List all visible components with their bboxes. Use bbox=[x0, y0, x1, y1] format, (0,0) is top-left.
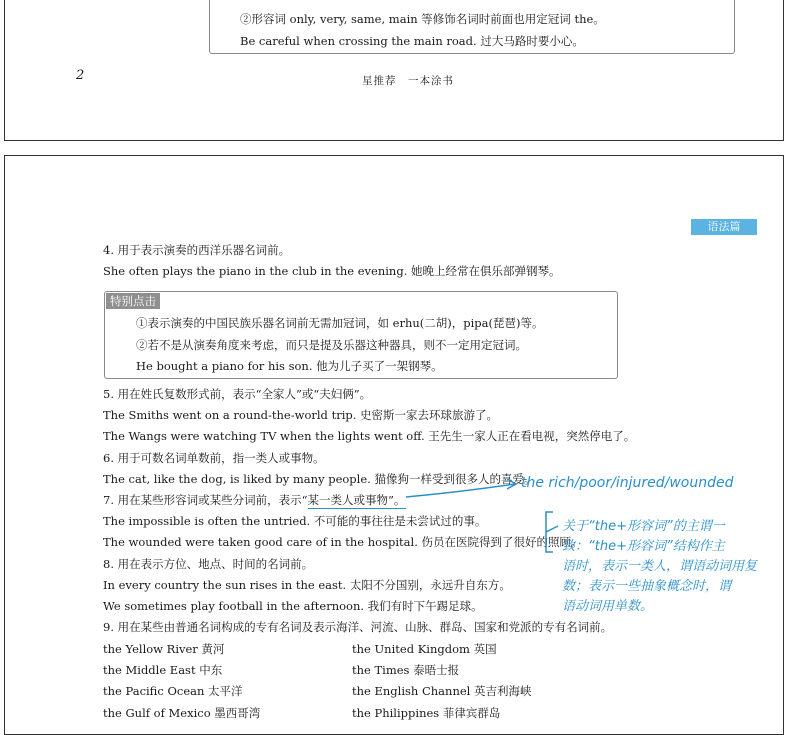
top-example: Be careful when crossing the main road. 过大马路时要小心。 bbox=[240, 34, 584, 48]
item-6-title: 6. 用于可数名词单数前，指一类人或事物。 bbox=[103, 451, 325, 465]
proper-noun: the Yellow River 黄河 bbox=[103, 642, 225, 656]
page-number: 2 bbox=[76, 68, 85, 83]
proper-noun: the Gulf of Mexico 墨西哥湾 bbox=[103, 706, 261, 720]
item-7-example-1: The impossible is often the untried. 不可能的事往往是未尝试过的事。 bbox=[103, 514, 487, 528]
item-8-example-2: We sometimes play football in the afternoon. 我们有时下午踢足球。 bbox=[103, 599, 483, 613]
handwritten-side-note: 致：“the+形容词”结构作主 bbox=[562, 539, 725, 554]
handwritten-side-note: 语时，表示一类人，谓语动词用复 bbox=[562, 559, 758, 574]
special-note-1: ①表示演奏的中国民族乐器名词前无需加冠词，如 erhu(二胡)，pipa(琵琶)等。 bbox=[136, 316, 544, 330]
section-tag: 语法篇 bbox=[691, 219, 757, 235]
item-5-title: 5. 用在姓氏复数形式前，表示“全家人”或“夫妇俩”。 bbox=[103, 387, 372, 401]
proper-noun: the Times 泰晤士报 bbox=[352, 663, 460, 677]
item-9-title: 9. 用在某些由普通名词构成的专有名词及表示海洋、河流、山脉、群岛、国家和党派的专有名词前。 bbox=[103, 620, 613, 634]
proper-noun: the Pacific Ocean 太平洋 bbox=[103, 684, 243, 698]
item-8-example-1: In every country the sun rises in the east. 太阳不分国别，永远升自东方。 bbox=[103, 578, 511, 592]
handwritten-arrow-note: the rich/poor/injured/wounded bbox=[521, 475, 734, 491]
item-5-example-2: The Wangs were watching TV when the lights went off. 王先生一家人正在看电视，突然停电了。 bbox=[103, 429, 636, 443]
item-5-example-1: The Smiths went on a round-the-world trip. 史密斯一家去环球旅游了。 bbox=[103, 408, 499, 422]
special-note-title: 特别点击 bbox=[106, 293, 160, 309]
proper-noun: the Middle East 中东 bbox=[103, 663, 223, 677]
proper-noun: the English Channel 英吉利海峡 bbox=[352, 684, 532, 698]
handwritten-side-note: 数；表示一些抽象概念时，谓 bbox=[562, 579, 732, 594]
page-footer: 星推荐 一本涂书 bbox=[362, 75, 454, 87]
item-7-title: 7. 用在某些形容词或某些分词前，表示“某一类人或事物”。 bbox=[103, 493, 406, 507]
proper-noun: the Philippines 菲律宾群岛 bbox=[352, 706, 501, 720]
item-8-title: 8. 用在表示方位、地点、时间的名词前。 bbox=[103, 557, 314, 571]
arrow-to-note bbox=[406, 484, 515, 497]
item-4-title: 4. 用于表示演奏的西洋乐器名词前。 bbox=[103, 243, 291, 257]
handwritten-side-note: 关于“the+形容词”的主谓一 bbox=[562, 519, 725, 534]
handwritten-side-note: 语动词用单数。 bbox=[562, 599, 654, 614]
special-note-example: He bought a piano for his son. 他为儿子买了一架钢琴。 bbox=[136, 359, 443, 373]
special-note-2: ②若不是从演奏角度来考虑，而只是提及乐器这种器具，则不一定用定冠词。 bbox=[136, 338, 527, 352]
item-7-example-2: The wounded were taken good care of in the hospital. 伤员在医院得到了很好的照顾。 bbox=[103, 535, 583, 549]
item-6-example: The cat, like the dog, is liked by many people. 猫像狗一样受到很多人的喜爱。 bbox=[103, 472, 536, 486]
top-note-2: ②形容词 only, very, same, main 等修饰名词时前面也用定冠词 the。 bbox=[240, 12, 605, 26]
bracket-tick bbox=[546, 526, 558, 532]
proper-noun: the United Kingdom 英国 bbox=[352, 642, 497, 656]
item-4-example: She often plays the piano in the club in the evening. 她晚上经常在俱乐部弹钢琴。 bbox=[103, 264, 561, 278]
